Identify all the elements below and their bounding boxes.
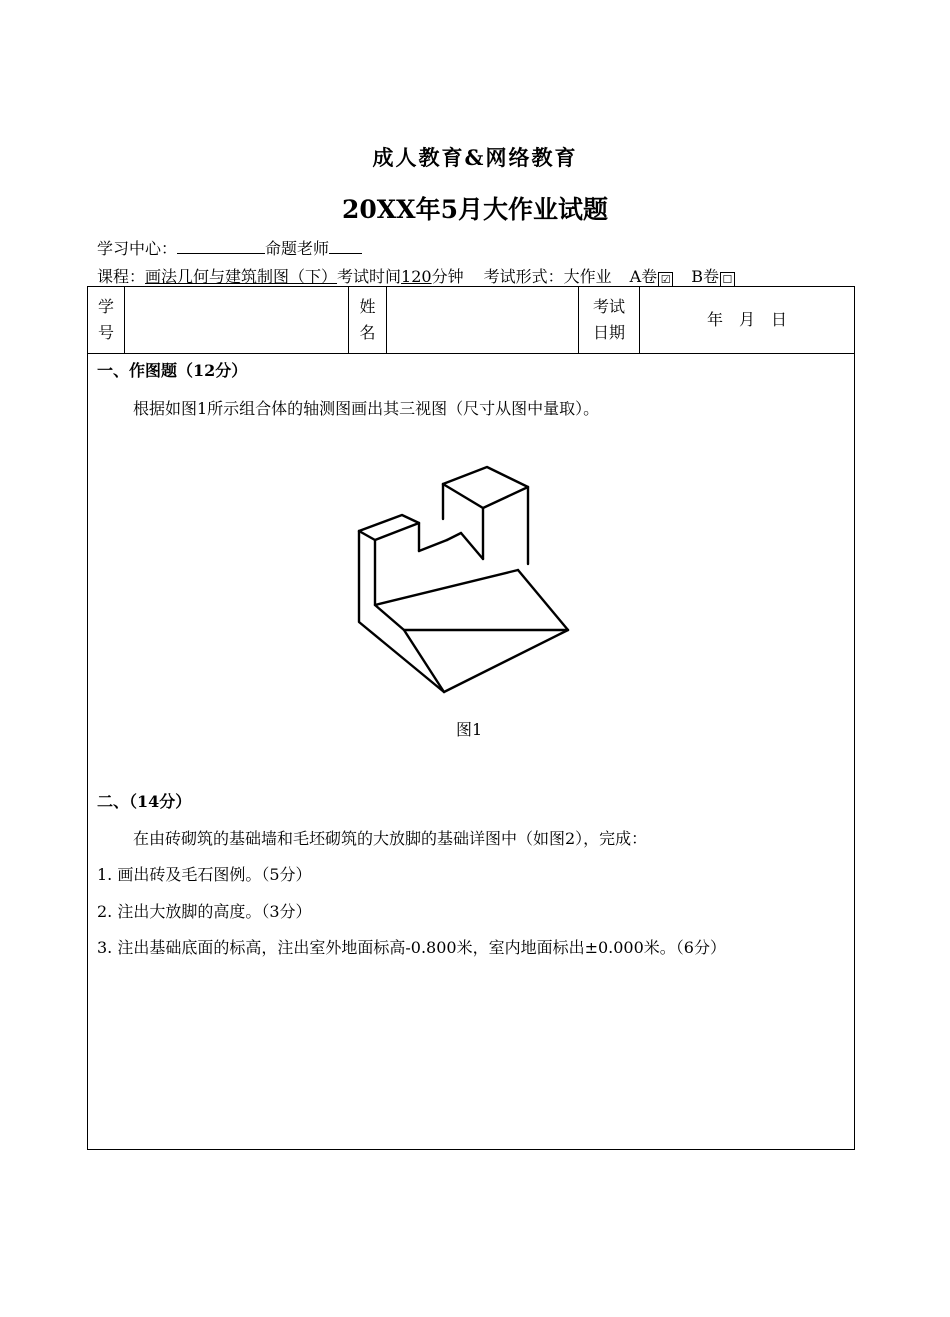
info-line-2 bbox=[97, 264, 735, 287]
teacher-label: 命题老师 bbox=[265, 239, 330, 258]
figure-1-caption: 图1 bbox=[456, 720, 483, 739]
paper-a-label: A卷 bbox=[629, 267, 658, 286]
q2-item-1: 1. 画出砖及毛石图例。（5分） bbox=[97, 865, 312, 884]
q2-item-2: 2. 注出大放脚的高度。（3分） bbox=[97, 902, 312, 921]
student-id-field[interactable] bbox=[125, 287, 349, 354]
info-line-1 bbox=[97, 236, 362, 259]
paper-b-checkbox[interactable]: ☐ bbox=[720, 272, 735, 287]
q2-heading: 二、（14分） bbox=[97, 792, 192, 811]
exam-date-label: 考试 日期 bbox=[579, 287, 640, 354]
course-name: 画法几何与建筑制图（下） bbox=[145, 267, 338, 286]
paper-a-checkbox[interactable]: ☑ bbox=[658, 272, 673, 287]
exam-date-field[interactable]: 年 月 日 bbox=[640, 287, 855, 354]
student-id-label: 学 号 bbox=[88, 287, 125, 354]
figure-1-isometric-drawing bbox=[340, 460, 590, 700]
student-info-table bbox=[87, 286, 855, 354]
q1-text: 根据如图1所示组合体的轴测图画出其三视图（尺寸从图中量取）。 bbox=[133, 399, 600, 418]
course-label: 课程： bbox=[97, 267, 146, 286]
form-label: 考试形式：大作业 bbox=[483, 267, 612, 286]
time-label: 考试时间 bbox=[337, 267, 402, 286]
org-title: 成人教育&网络教育 bbox=[372, 145, 578, 170]
q2-item-3: 3. 注出基础底面的标高，注出室外地面标高-0.800米，室内地面标出±0.000米。（6分） bbox=[97, 938, 726, 957]
paper-b-label: B卷 bbox=[691, 267, 719, 286]
q1-heading: 一、作图题（12分） bbox=[97, 361, 248, 380]
q2-intro: 在由砖砌筑的基础墙和毛坯砌筑的大放脚的基础详图中（如图2），完成： bbox=[133, 829, 648, 848]
name-label: 姓 名 bbox=[349, 287, 387, 354]
time-value: 120 bbox=[401, 267, 432, 286]
teacher-blank bbox=[329, 237, 362, 254]
exam-title: 20XX年5月大作业试题 bbox=[342, 195, 608, 224]
name-field[interactable] bbox=[387, 287, 579, 354]
center-blank bbox=[177, 237, 265, 254]
time-unit: 分钟 bbox=[431, 267, 464, 286]
center-label: 学习中心： bbox=[97, 239, 178, 258]
